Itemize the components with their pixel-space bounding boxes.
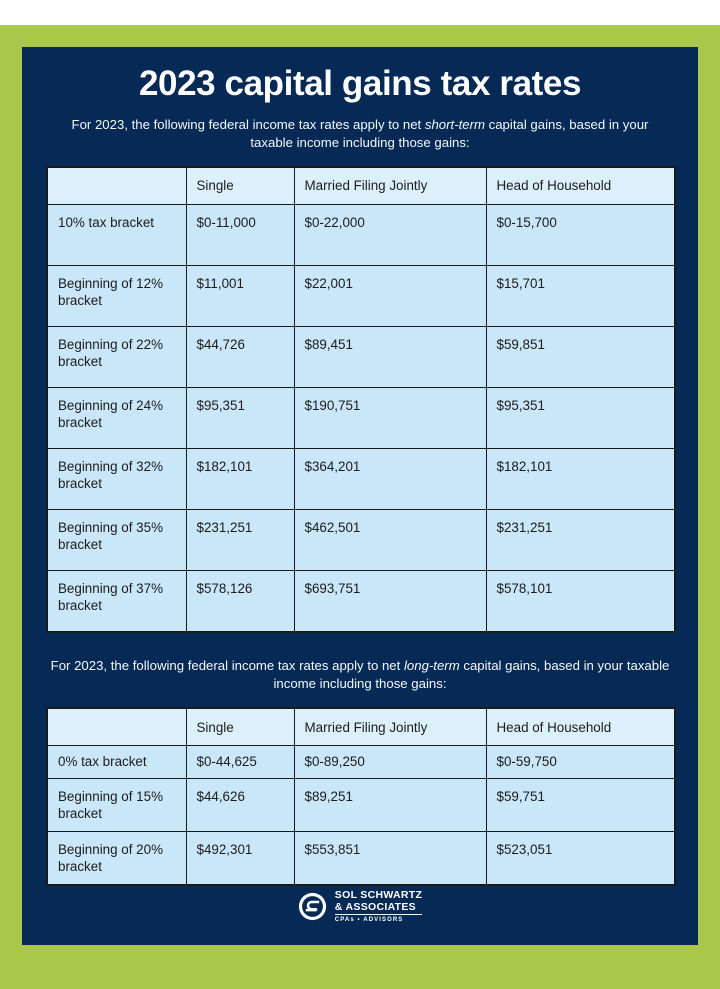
cell-mfj: $0-89,250 <box>294 746 486 778</box>
cell-hoh: $182,101 <box>486 448 675 509</box>
table-row <box>47 570 675 632</box>
column-header-single: Single <box>186 708 294 746</box>
column-header-married-filing-jointly: Married Filing Jointly <box>294 708 486 746</box>
cell-mfj: $89,251 <box>294 778 486 831</box>
cell-hoh: $95,351 <box>486 387 675 448</box>
short-term-intro-part1: For 2023, the following federal income tax rates apply to net <box>71 116 425 132</box>
table-row <box>47 509 675 570</box>
cell-single: $578,126 <box>186 570 294 632</box>
cell-mfj: $364,201 <box>294 448 486 509</box>
cell-hoh: $15,701 <box>486 265 675 326</box>
row-label: 10% tax bracket <box>47 204 186 265</box>
cell-mfj: $190,751 <box>294 387 486 448</box>
cell-mfj: $22,001 <box>294 265 486 326</box>
logo-company-line1: SOL SCHWARTZ <box>334 888 423 901</box>
cell-hoh: $231,251 <box>486 509 675 570</box>
table-row <box>47 326 675 387</box>
row-label: Beginning of 20% bracket <box>47 831 186 885</box>
short-term-intro-part2: capital gains, based in your taxable income including those gains: <box>250 116 649 150</box>
cell-hoh: $59,851 <box>486 326 675 387</box>
cell-single: $11,001 <box>186 265 294 326</box>
cell-single: $182,101 <box>186 448 294 509</box>
logo-tagline: CPAs • ADVISORS <box>334 917 404 923</box>
row-label: Beginning of 12% bracket <box>47 265 186 326</box>
table-row <box>47 387 675 448</box>
column-header-head-of-household: Head of Household <box>486 167 675 205</box>
table-row <box>47 448 675 509</box>
row-label: Beginning of 35% bracket <box>47 509 186 570</box>
table-row <box>47 746 675 778</box>
short-term-rates-table <box>46 166 676 633</box>
row-label: Beginning of 22% bracket <box>47 326 186 387</box>
cell-hoh: $0-59,750 <box>486 746 675 778</box>
table-header-row <box>47 167 675 205</box>
cell-single: $0-11,000 <box>186 204 294 265</box>
row-label: Beginning of 24% bracket <box>47 387 186 448</box>
long-term-rates-table <box>46 707 676 886</box>
cell-single: $44,726 <box>186 326 294 387</box>
cell-mfj: $553,851 <box>294 831 486 885</box>
table-row <box>47 831 675 885</box>
logo-company-line2: & ASSOCIATES <box>335 902 422 916</box>
long-term-intro-part2: capital gains, based in your taxable income including those gains: <box>273 657 670 692</box>
cell-single: $492,301 <box>186 831 294 885</box>
cell-hoh: $578,101 <box>486 570 675 632</box>
cell-single: $95,351 <box>186 387 294 448</box>
short-term-intro-text <box>50 116 670 152</box>
cell-hoh: $523,051 <box>486 831 675 885</box>
column-header-single: Single <box>186 167 294 205</box>
row-label: Beginning of 15% bracket <box>47 778 186 831</box>
table-row <box>47 778 675 831</box>
row-label: Beginning of 32% bracket <box>47 448 186 509</box>
cell-mfj: $0-22,000 <box>294 204 486 265</box>
cell-mfj: $693,751 <box>294 570 486 632</box>
cell-hoh: $0-15,700 <box>486 204 675 265</box>
navy-content-card <box>22 47 698 945</box>
table-row <box>47 204 675 265</box>
cell-single: $0-44,625 <box>186 746 294 778</box>
row-label: Beginning of 37% bracket <box>47 570 186 632</box>
sol-schwartz-s-monogram-icon <box>298 892 327 921</box>
table-row <box>47 265 675 326</box>
column-header-head-of-household: Head of Household <box>486 708 675 746</box>
cell-hoh: $59,751 <box>486 778 675 831</box>
table-header-row <box>47 708 675 746</box>
cell-mfj: $462,501 <box>294 509 486 570</box>
column-header-bracket <box>47 167 186 205</box>
short-term-intro-emphasis: short-term <box>424 116 485 132</box>
long-term-intro-emphasis: long-term <box>403 657 460 673</box>
logo-text-block <box>335 890 422 924</box>
row-label: 0% tax bracket <box>47 746 186 778</box>
company-logo <box>22 890 698 924</box>
long-term-intro-text <box>50 657 670 693</box>
column-header-bracket <box>47 708 186 746</box>
long-term-intro-part1: For 2023, the following federal income tax rates apply to net <box>50 657 404 673</box>
column-header-married-filing-jointly: Married Filing Jointly <box>294 167 486 205</box>
cell-single: $44,626 <box>186 778 294 831</box>
cell-mfj: $89,451 <box>294 326 486 387</box>
cell-single: $231,251 <box>186 509 294 570</box>
page-title: 2023 capital gains tax rates <box>138 64 582 103</box>
